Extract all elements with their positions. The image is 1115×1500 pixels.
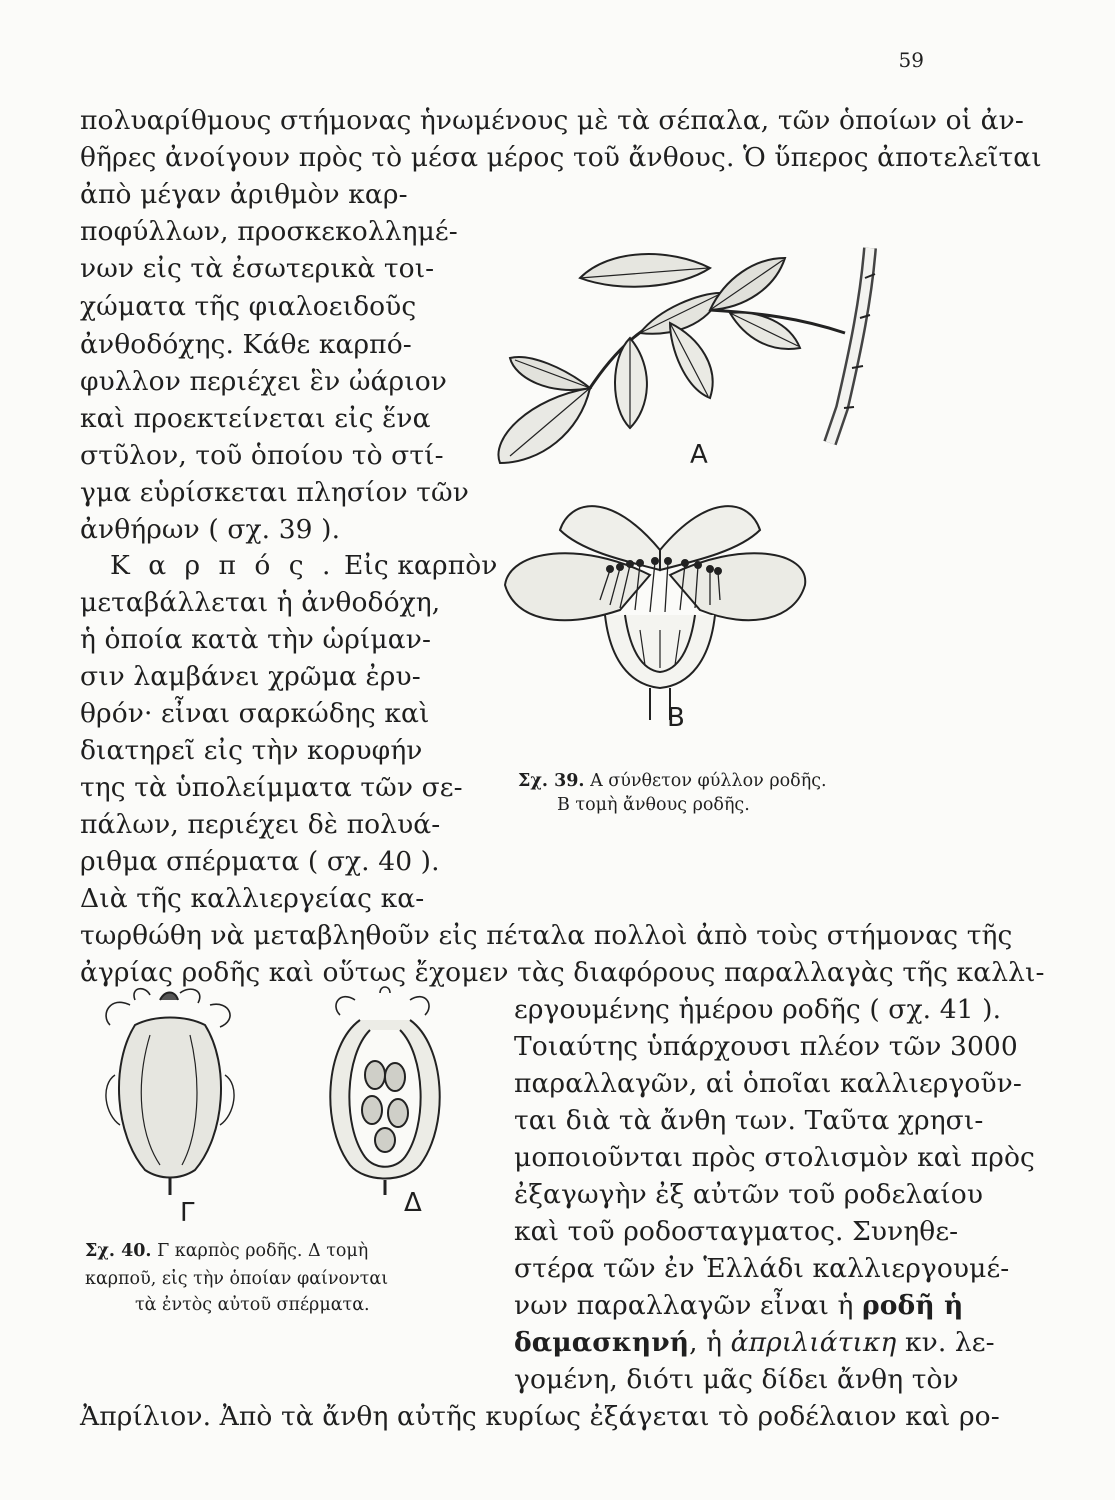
figure-40-caption-line: [85, 1243, 368, 1261]
text-line: Τοιαύτης ὑπάρχουσι πλέον τῶν 3000: [514, 1031, 1018, 1062]
text-line: πάλων, περιέχει δὲ πολυά-: [80, 809, 441, 840]
text-line: θρόν· εἶναι σαρκώδης καὶ: [80, 698, 430, 729]
text-line: ἡ ὁποία κατὰ τὴν ὡρίμαν-: [80, 624, 432, 655]
caption-text: Α σύνθετον φύλλον ροδῆς.: [590, 771, 827, 791]
text-line: σιν λαμβάνει χρῶμα ἐρυ-: [80, 661, 421, 692]
text-line: μοποιοῦνται πρὸς στολισμὸν καὶ πρὸς: [514, 1142, 1035, 1173]
page-number: 59: [898, 48, 924, 72]
text-line: [514, 1327, 995, 1358]
text-line: της τὰ ὑπολείμματα τῶν σε-: [80, 772, 463, 803]
text-line: διατηρεῖ εἰς τὴν κορυφήν: [80, 735, 423, 766]
text-line: Διὰ τῆς καλλιεργείας κα-: [80, 883, 425, 914]
text-run: νων παραλλαγῶν εἶναι ἡ: [514, 1290, 863, 1321]
text-line: Ἀπρίλιον. Ἀπὸ τὰ ἄνθη αὐτῆς κυρίως ἐξάγεται τὸ ροδέλαιον καὶ ρο-: [80, 1401, 1000, 1432]
text-line: [514, 1290, 964, 1321]
text-line: νων εἰς τὰ ἐσωτερικὰ τοι-: [80, 253, 435, 284]
caption-number: Σχ. 40.: [85, 1241, 152, 1261]
text-run: κν. λε-: [896, 1327, 995, 1358]
text-line: χώματα τῆς φιαλοειδοῦς: [80, 291, 417, 322]
caption-text: Γ καρπὸς ροδῆς. Δ τομὴ: [157, 1241, 369, 1261]
figure-39-caption-line: [518, 773, 827, 791]
text-line: θῆρες ἀνοίγουν πρὸς τὸ μέσα μέρος τοῦ ἄνθους. Ὁ ὕπερος ἀποτελεῖται: [80, 142, 1042, 173]
text-line: ποφύλλων, προσκεκολλημέ-: [80, 216, 458, 247]
bold-term: δαμασκηνή: [514, 1327, 690, 1358]
text-line: παραλλαγῶν, αἱ ὁποῖαι καλλιεργοῦν-: [514, 1068, 1022, 1099]
text-run: , ἡ: [689, 1327, 731, 1358]
text-line: ἐξαγωγὴν ἐξ αὐτῶν τοῦ ροδελαίου: [514, 1179, 984, 1210]
figure-label-d: Δ: [404, 1188, 422, 1218]
text-line: ἀνθήρων ( σχ. 39 ).: [80, 514, 341, 545]
figure-label-a: Α: [690, 440, 708, 470]
rose-flower-section-illustration: [500, 490, 820, 720]
rose-compound-leaf-illustration: [470, 238, 900, 468]
figure-label-b: Β: [667, 703, 685, 733]
text-line: ἀγρίας ροδῆς καὶ οὕτως ἔχομεν τὰς διαφόρους παραλλαγὰς τῆς καλλι-: [80, 957, 1045, 988]
text-line: στέρα τῶν ἐν Ἑλλάδι καλλιεργουμέ-: [514, 1253, 1010, 1284]
text-line: ἀνθοδόχης. Κάθε καρπό-: [80, 329, 412, 360]
figure-label-g: Γ: [180, 1198, 195, 1228]
text-line: πολυαρίθμους στήμονας ἡνωμένους μὲ τὰ σέπαλα, τῶν ὁποίων οἱ ἀν-: [80, 105, 1024, 136]
figure-40-caption-line-3: τὰ ἐντὸς αὐτοῦ σπέρματα.: [135, 1295, 370, 1315]
text-line: καὶ προεκτείνεται εἰς ἕνα: [80, 403, 431, 434]
caption-number: Σχ. 39.: [518, 771, 585, 791]
bold-term: ροδῆ ἡ: [862, 1290, 964, 1321]
text-line: φυλλον περιέχει ἓν ὠάριον: [80, 366, 447, 397]
rose-hip-illustration: [90, 985, 250, 1195]
figure-39-caption-line-2: Β τομὴ ἄνθους ροδῆς.: [557, 795, 750, 815]
text-line: καὶ τοῦ ροδοσταγματος. Συνηθε-: [514, 1216, 959, 1247]
figure-40-caption-line-2: καρποῦ, εἰς τὴν ὁποίαν φαίνονται: [85, 1269, 389, 1289]
text-line: μεταβάλλεται ἡ ἀνθοδόχη,: [80, 587, 441, 618]
karpos-heading-rest: Εἰς καρπὸν: [343, 550, 498, 581]
text-line: ἀπὸ μέγαν ἀριθμὸν καρ-: [80, 179, 408, 210]
text-line: ριθμα σπέρματα ( σχ. 40 ).: [80, 846, 440, 877]
text-line: γομένη, διότι μᾶς δίδει ἄνθη τὸν: [514, 1364, 959, 1395]
text-line: τωρθώθη νὰ μεταβληθοῦν εἰς πέταλα πολλοὶ ἀπὸ τοὺς στήμονας τῆς: [80, 920, 1013, 951]
text-line: στῦλον, τοῦ ὁποίου τὸ στί-: [80, 440, 444, 471]
text-line: εργουμένης ἡμέρου ροδῆς ( σχ. 41 ).: [514, 994, 1002, 1025]
text-line: γμα εὑρίσκεται πλησίον τῶν: [80, 477, 469, 508]
rose-hip-section-illustration: [310, 985, 460, 1195]
text-line: ται διὰ τὰ ἄνθη των. Ταῦτα χρησι-: [514, 1105, 984, 1136]
karpos-heading: Κ α ρ π ό ς .: [110, 550, 336, 581]
italic-term: ἀπριλιάτικη: [730, 1327, 897, 1358]
section-heading: [110, 550, 498, 581]
